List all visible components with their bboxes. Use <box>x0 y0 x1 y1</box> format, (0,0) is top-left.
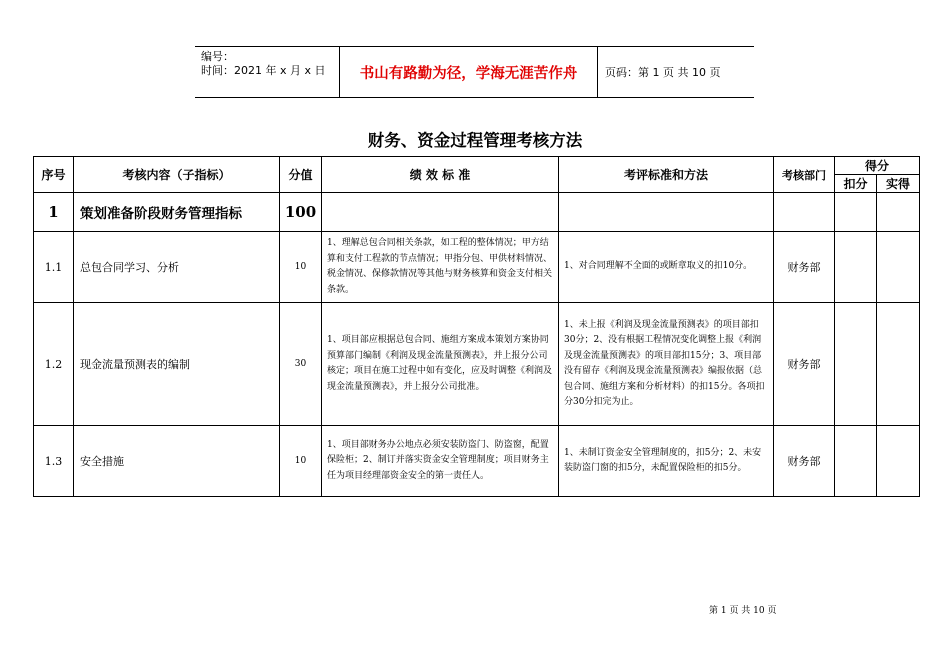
header-meta <box>195 47 339 97</box>
row-method: 1、对合同理解不全面的或断章取义的扣10分。 <box>559 232 774 303</box>
row-dept: 财务部 <box>774 426 835 497</box>
time-label: 时间：2021 年 x 月 x 日 <box>201 64 326 77</box>
row-dept: 财务部 <box>774 232 835 303</box>
motto-cell <box>339 47 598 97</box>
header-score: 分值 <box>280 157 322 193</box>
row-method: 1、未上报《利润及现金流量预测表》的项目部扣30分；2、没有根据工程情况变化调整上报《利润及现金流量预测表》的项目部扣15分；3、项目部没有留存《利润及现金流量预测表》编报依据（总包合同、施组方案和分析材料）的扣15分。各项扣分30分扣完为止。 <box>559 303 774 426</box>
header-result: 得分 <box>835 157 920 175</box>
header-standard: 绩 效 标 准 <box>322 157 559 193</box>
table-row <box>34 232 920 303</box>
page-info: 页码：第 1 页 共 10 页 <box>605 66 721 79</box>
header-dept: 考核部门 <box>774 157 835 193</box>
row-content: 安全措施 <box>74 426 280 497</box>
row-num: 1.1 <box>34 232 74 303</box>
header-row <box>34 157 920 175</box>
row-score: 30 <box>280 303 322 426</box>
row-actual <box>877 303 920 426</box>
page-footer: 第 1 页 共 10 页 <box>709 606 777 616</box>
row-deduct <box>835 426 877 497</box>
number-label: 编号： <box>201 50 234 63</box>
row-actual <box>877 232 920 303</box>
row-deduct <box>835 232 877 303</box>
row-standard: 1、项目部应根据总包合同、施组方案成本策划方案协同预算部门编制《利润及现金流量预测表》，并上报分公司核定；项目在施工过程中如有变化，应及时调整《利润及现金流量预测表》，并上报分公司批准。 <box>322 303 559 426</box>
row-num: 1.2 <box>34 303 74 426</box>
row-score: 10 <box>280 232 322 303</box>
table-row <box>34 426 920 497</box>
row-content: 总包合同学习、分析 <box>74 232 280 303</box>
row-deduct <box>835 303 877 426</box>
row-standard: 1、项目部财务办公地点必须安装防盗门、防盗窗，配置保险柜；2、制订并落实资金安全管理制度；项目财务主任为项目经理部资金安全的第一责任人。 <box>322 426 559 497</box>
row-standard: 1、理解总包合同相关条款，如工程的整体情况；甲方结算和支付工程款的节点情况；甲指分包、甲供材料情况、税金情况、保修款情况等其他与财务核算和资金支付相关条款。 <box>322 232 559 303</box>
section-content: 策划准备阶段财务管理指标 <box>74 193 280 232</box>
row-content: 现金流量预测表的编制 <box>74 303 280 426</box>
header-actual: 实得 <box>877 175 920 193</box>
empty-cell <box>877 193 920 232</box>
row-dept: 财务部 <box>774 303 835 426</box>
empty-cell <box>835 193 877 232</box>
assessment-table <box>33 156 920 497</box>
header-seq: 序号 <box>34 157 74 193</box>
empty-cell <box>774 193 835 232</box>
table-row <box>34 303 920 426</box>
header-method: 考评标准和方法 <box>559 157 774 193</box>
empty-cell <box>322 193 559 232</box>
row-score: 10 <box>280 426 322 497</box>
page-title: 财务、资金过程管理考核方法 <box>367 131 583 150</box>
row-method: 1、未制订资金安全管理制度的，扣5分；2、未安装防盗门窗的扣5分，未配置保险柜的扣5分。 <box>559 426 774 497</box>
header-content: 考核内容（子指标） <box>74 157 280 193</box>
row-num: 1.3 <box>34 426 74 497</box>
empty-cell <box>559 193 774 232</box>
header-deduct: 扣分 <box>835 175 877 193</box>
motto-text: 书山有路勤为径，学海无涯苦作舟 <box>359 65 578 82</box>
section-score: 100 <box>280 193 322 232</box>
document-header <box>195 46 754 98</box>
section-row <box>34 193 920 232</box>
row-actual <box>877 426 920 497</box>
section-num: 1 <box>34 193 74 232</box>
